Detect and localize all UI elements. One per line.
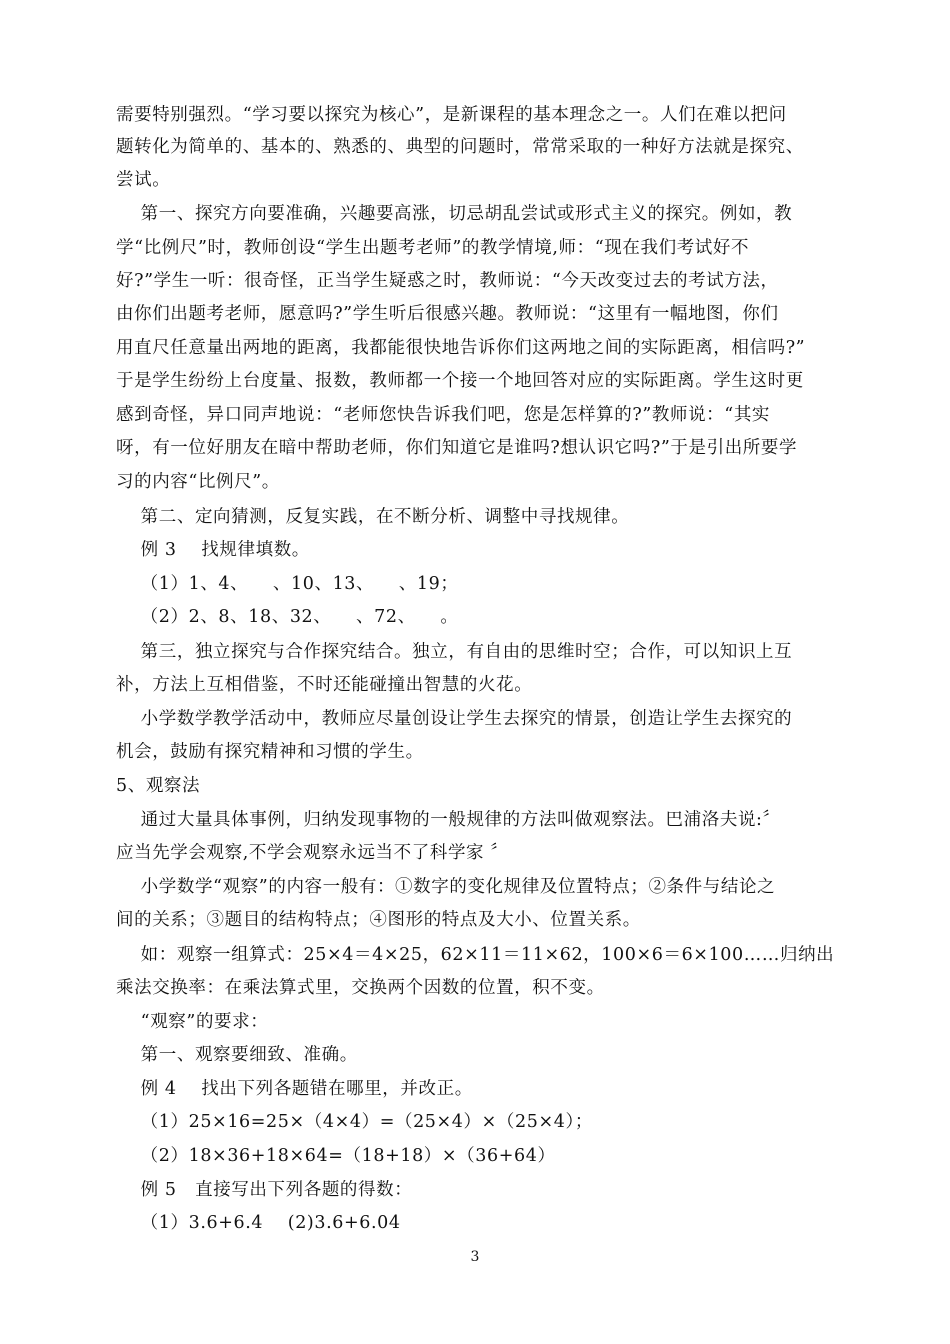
text-line: 例 4 找出下列各题错在哪里，并改正。 — [116, 1079, 473, 1099]
text-line: 乘法交换率：在乘法算式里，交换两个因数的位置，积不变。 — [116, 978, 605, 998]
text-line: 小学数学教学活动中，教师应尽量创设让学生去探究的情景，创造让学生去探究的 — [116, 709, 793, 729]
text-line: 于是学生纷纷上台度量、报数，教师都一个接一个地回答对应的实际距离。学生这时更 — [116, 371, 804, 391]
text-line: 如：观察一组算式：25×4＝4×25，62×11＝11×62，100×6＝6×100……归纳出 — [116, 945, 835, 965]
text-line: 小学数学“观察”的内容一般有：①数字的变化规律及位置特点；②条件与结论之 — [116, 877, 776, 897]
text-line: 第一、探究方向要准确，兴趣要高涨，切忌胡乱尝试或形式主义的探究。例如，教 — [116, 204, 793, 224]
text-line: 感到奇怪，异口同声地说：“老师您快告诉我们吧，您是怎样算的?”教师说：“其实 — [116, 405, 771, 425]
text-line: 好?”学生一听：很奇怪，正当学生疑惑之时，教师说：“今天改变过去的考试方法， — [116, 271, 779, 291]
page-number: 3 — [470, 1249, 480, 1265]
text-line: （2）18×36+18×64=（18+18）×（36+64） — [116, 1146, 556, 1166]
text-line: 补，方法上互相借鉴，不时还能碰撞出智慧的火花。 — [116, 675, 533, 695]
text-line: （1）1、4、 、10、13、 、19； — [116, 574, 459, 594]
text-line: 第二、定向猜测，反复实践，在不断分析、调整中寻找规律。 — [116, 507, 630, 527]
text-line: 用直尺任意量出两地的距离，我都能很快地告诉你们这两地之间的实际距离，相信吗?” — [116, 338, 806, 358]
text-line: 习的内容“比例尺”。 — [116, 472, 280, 492]
text-line: 间的关系；③题目的结构特点；④图形的特点及大小、位置关系。 — [116, 910, 641, 930]
text-line: 第三，独立探究与合作探究结合。独立，有自由的思维时空；合作，可以知识上互 — [116, 642, 793, 662]
text-line: 呀，有一位好朋友在暗中帮助老师，你们知道它是谁吗?想认识它吗?”于是引出所要学 — [116, 438, 798, 458]
text-line: 尝试。 — [116, 170, 171, 190]
text-line: 通过大量具体事例，归纳发现事物的一般规律的方法叫做观察法。巴浦洛夫说:〞 — [116, 810, 781, 830]
text-line: （2）2、8、18、32、 、72、 。 — [116, 607, 459, 627]
text-line: 题转化为简单的、基本的、熟悉的、典型的问题时，常常采取的一种好方法就是探究、 — [116, 137, 804, 157]
text-line: 第一、观察要细致、准确。 — [116, 1045, 358, 1065]
text-line: （1）25×16=25×（4×4）=（25×4）×（25×4）； — [116, 1112, 593, 1132]
text-line: 需要特别强烈。“学习要以探究为核心”，是新课程的基本理念之一。人们在难以把问 — [116, 105, 787, 125]
text-line: 例 5 直接写出下列各题的得数： — [116, 1180, 413, 1200]
text-line: （1）3.6+6.4 (2)3.6+6.04 — [116, 1213, 401, 1233]
text-line: 由你们出题考老师，愿意吗?”学生听后很感兴趣。教师说：“这里有一幅地图，你们 — [116, 304, 779, 324]
text-line: 机会，鼓励有探究精神和习惯的学生。 — [116, 742, 424, 762]
text-line: “观察”的要求： — [116, 1012, 269, 1032]
text-line: 例 3 找规律填数。 — [116, 540, 310, 560]
section-heading: 5、观察法 — [116, 776, 201, 796]
text-line: 学“比例尺”时，教师创设“学生出题考老师”的教学情境,师：“现在我们考试好不 — [116, 238, 750, 258]
text-line: 应当先学会观察,不学会观察永远当不了科学家 〞 — [116, 843, 509, 863]
